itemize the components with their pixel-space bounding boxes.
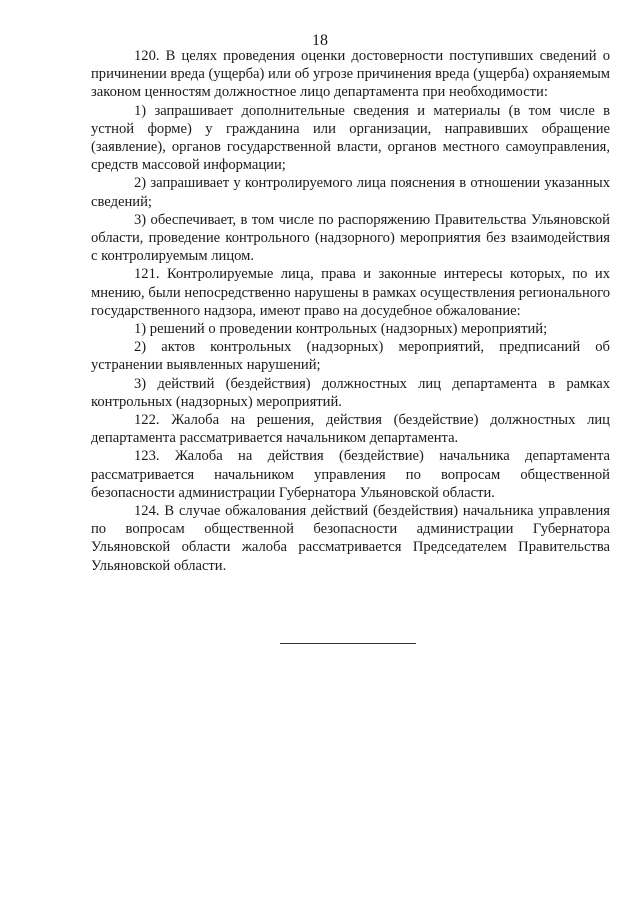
paragraph-121-item-2: 2) актов контрольных (надзорных) мероприятий, предписаний об устранении выявленных нарушений; (91, 339, 610, 374)
paragraph-121-item-1: 1) решений о проведении контрольных (надзорных) мероприятий; (134, 321, 548, 338)
paragraph-120-item-1: 1) запрашивает дополнительные сведения и материалы (в том числе в устной форме) у гражданина или организации, направивших обращение (заявление), органов государственной власти, органов местного самоуправления, средств массовой информации; (91, 102, 610, 174)
paragraph-120-item-3: 3) обеспечивает, в том числе по распоряжению Правительства Ульяновской области, проведение контрольного (надзорного) мероприятия без взаимодействия с контролируемым лицом. (91, 211, 610, 265)
paragraph-123: 123. Жалоба на действия (бездействие) начальника департамента рассматривается начальником управления по вопросам общественной безопасности администрации Губернатора Ульяновской области. (91, 448, 610, 501)
paragraph-121: 121. Контролируемые лица, права и законные интересы которых, по их мнению, были непосредственно нарушены в рамках осуществления регионального государственного надзора, имеют право на досудебное обжалование: (91, 266, 610, 319)
paragraph-124: 124. В случае обжалования действий (бездействия) начальника управления по вопросам общественной безопасности администрации Губернатора Ульяновской области жалоба рассматривается Председателем Правительства Ульяновской области. (91, 503, 610, 574)
paragraph-121-item-3: 3) действий (бездействия) должностных лиц департамента в рамках контрольных (надзорных) мероприятий. (91, 375, 610, 410)
paragraph-122: 122. Жалоба на решения, действия (бездействие) должностных лиц департамента рассматривается начальником департамента. (91, 412, 610, 447)
document-body (91, 47, 610, 575)
paragraph-120: 120. В целях проведения оценки достоверности поступивших сведений о причинении вреда (ущерба) или об угрозе причинения вреда (ущерба) охраняемым законом ценностям должностное лицо департамента при необходимости: (91, 48, 610, 101)
paragraph-120-item-2: 2) запрашивает у контролируемого лица пояснения в отношении указанных сведений; (91, 175, 610, 210)
end-separator-line (280, 643, 416, 644)
page-number: 18 (312, 32, 328, 49)
